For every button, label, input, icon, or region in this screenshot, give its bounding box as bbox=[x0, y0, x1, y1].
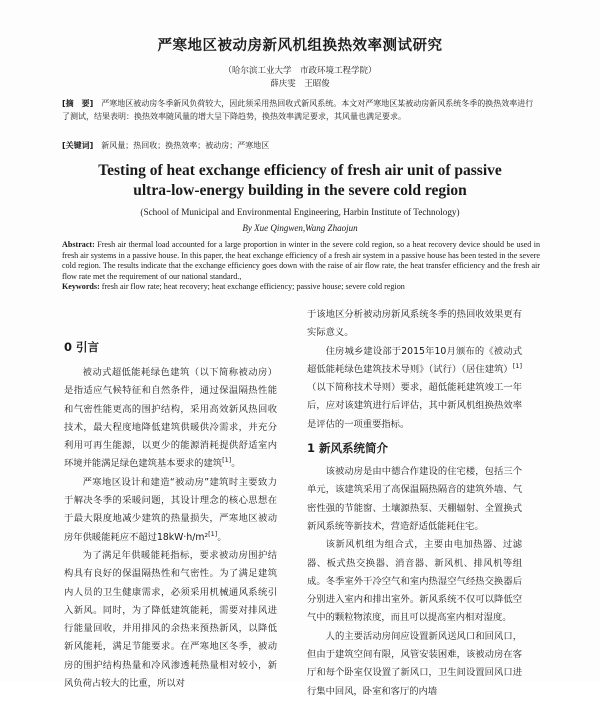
paragraph-end: 。 bbox=[231, 458, 241, 470]
keywords-cn-text: 新风量；热回收；换热效率；被动房；严寒地区 bbox=[101, 141, 270, 150]
paper-title-en-line2: ultra-low-energy building in the severe cold region bbox=[133, 182, 467, 199]
affiliation-cn: （哈尔滨工业大学 市政环境工程学院） bbox=[223, 66, 377, 76]
citation-ref: [1] bbox=[222, 456, 232, 465]
paper-title-cn: 严寒地区被动房新风机组换热效率测试研究 bbox=[157, 38, 443, 54]
abstract-cn-label: [摘 要] bbox=[62, 99, 94, 108]
paragraph: 该新风机组为组合式，主要由电加热器、过滤器、板式热交换器、消音器、新风机、排风机等组成。冬季室外干冷空气和室内热湿空气经热交换器后分别进入室内和排出室外。新风系统不仅可以降低空气中的颗粒物浓度，而且可以提高室内相对湿度。 bbox=[307, 539, 522, 624]
paragraph: 于该地区分析被动房新风系统冬季的热回收效果更有实际意义。 bbox=[307, 309, 522, 339]
section-heading-system: 1 新风系统简介 bbox=[307, 441, 389, 456]
paragraph: 人的主要活动房间应设置新风送风口和回风口，但由于建筑空间有限，风管安装困难，该被动房在客厅和每个卧室仅设置了新风口，卫生间设置回风口进行集中回风，卧室和客厅的内墙 bbox=[307, 630, 522, 697]
paragraph-end: （以下简称技术导则）要求，超低能耗建筑竣工一年后，应对该建筑进行后评估，其中新风机组换热效率是评估的一项重要指标。 bbox=[307, 382, 522, 430]
paragraph: 该被动房是由中德合作建设的住宅楼，包括三个单元，该建筑采用了高保温隔热隔音的建筑外墙、气密性强的节能窗、土壤源热泵、天棚辐射、全置换式新风系统等新技术，营造舒适低能耗住宅。 bbox=[307, 466, 522, 532]
abstract-cn bbox=[62, 97, 540, 123]
paragraph-end: 。 bbox=[217, 531, 227, 543]
abstract-en-text: Fresh air thermal load accounted for a large proportion in winter in the severe cold region, so a heat recovery device should be used in fresh air systems in a passive house. In this paper, the heat exchange efficiency of a fresh air system in a passive house has been tested in the severe cold region. The results indicate that the exchange efficiency goes down with the raise of air flow rate, the heat transfer efficiency and the fresh air flow rate met the requirement of our national standard., bbox=[62, 240, 540, 281]
paragraph-text: 被动式超低能耗绿色建筑（以下简称被动房）是指适应气候特征和自然条件，通过保温隔热性能和气密性能更高的围护结构，采用高效新风热回收技术，最大程度地降低建筑供暖供冷需求，并充分利用可再生能源，以更少的能源消耗提供舒适室内环境并能满足绿色建筑基本要求的建筑 bbox=[64, 367, 277, 470]
affiliation-en: (School of Municipal and Environmental Engineering, Harbin Institute of Technology) bbox=[140, 207, 460, 217]
abstract-en-label: Abstract: bbox=[62, 240, 95, 249]
keywords-cn bbox=[62, 140, 540, 152]
section-heading-introduction: 0 引言 bbox=[64, 340, 100, 354]
paragraph-text: 住房城乡建设部于2015年10月颁布的《被动式超低能耗绿色建筑技术导则》（试行）（居住建筑） bbox=[307, 345, 522, 375]
keywords-en-label: Keywords: bbox=[62, 282, 100, 291]
authors-cn: 薛庆雯 王昭俊 bbox=[270, 79, 330, 89]
paragraph bbox=[64, 474, 277, 547]
paragraph-text: 严寒地区设计和建造“被动房”建筑时主要致力于解决冬季的采暖问题，其设计理念的核心思想在于最大限度地减少建筑的热量损失，严寒地区被动房年供暖能耗应不超过18kW·h/m² bbox=[64, 476, 277, 543]
body-column-right bbox=[307, 306, 522, 701]
authors-en: By Xue Qingwen,Wang Zhaojun bbox=[242, 223, 358, 233]
keywords-en-text: fresh air flow rate; heat recovery; heat exchange efficiency; passive house; severe cold region bbox=[99, 282, 405, 291]
paragraph bbox=[307, 343, 522, 434]
paragraph: 为了满足年供暖能耗指标，要求被动房围护结构具有良好的保温隔热性和气密性。为了满足建筑内人员的卫生健康需求，必须采用机械通风系统引入新风。同时，为了降低建筑能耗，需要对排风进行能量回收，并用排风的余热来预热新风，以降低新风能耗，满足节能要求。在严寒地区冬季，被动房的围护结构热量和冷风渗透耗热量相对较小，新风负荷占较大的比重，所以对 bbox=[64, 549, 277, 690]
paper-title-en-line1: Testing of heat exchange efficiency of fresh air unit of passive bbox=[98, 162, 502, 179]
abstract-cn-text: 严寒地区被动房冬季新风负荷较大，因此须采用热回收式新风系统。本文对严寒地区某被动房新风系统冬季的换热效率进行了测试，结果表明：换热效率随风量的增大呈下降趋势，换热效率满足要求，其风量也满足要求。 bbox=[62, 99, 534, 121]
citation-ref: [1] bbox=[512, 361, 522, 370]
paragraph bbox=[64, 364, 277, 474]
body-column-left bbox=[64, 306, 277, 693]
abstract-en bbox=[62, 240, 540, 282]
keywords-en bbox=[62, 282, 540, 293]
keywords-cn-label: [关键词] bbox=[62, 141, 94, 150]
citation-ref: [1] bbox=[208, 529, 218, 538]
paper-title-en bbox=[0, 161, 600, 201]
